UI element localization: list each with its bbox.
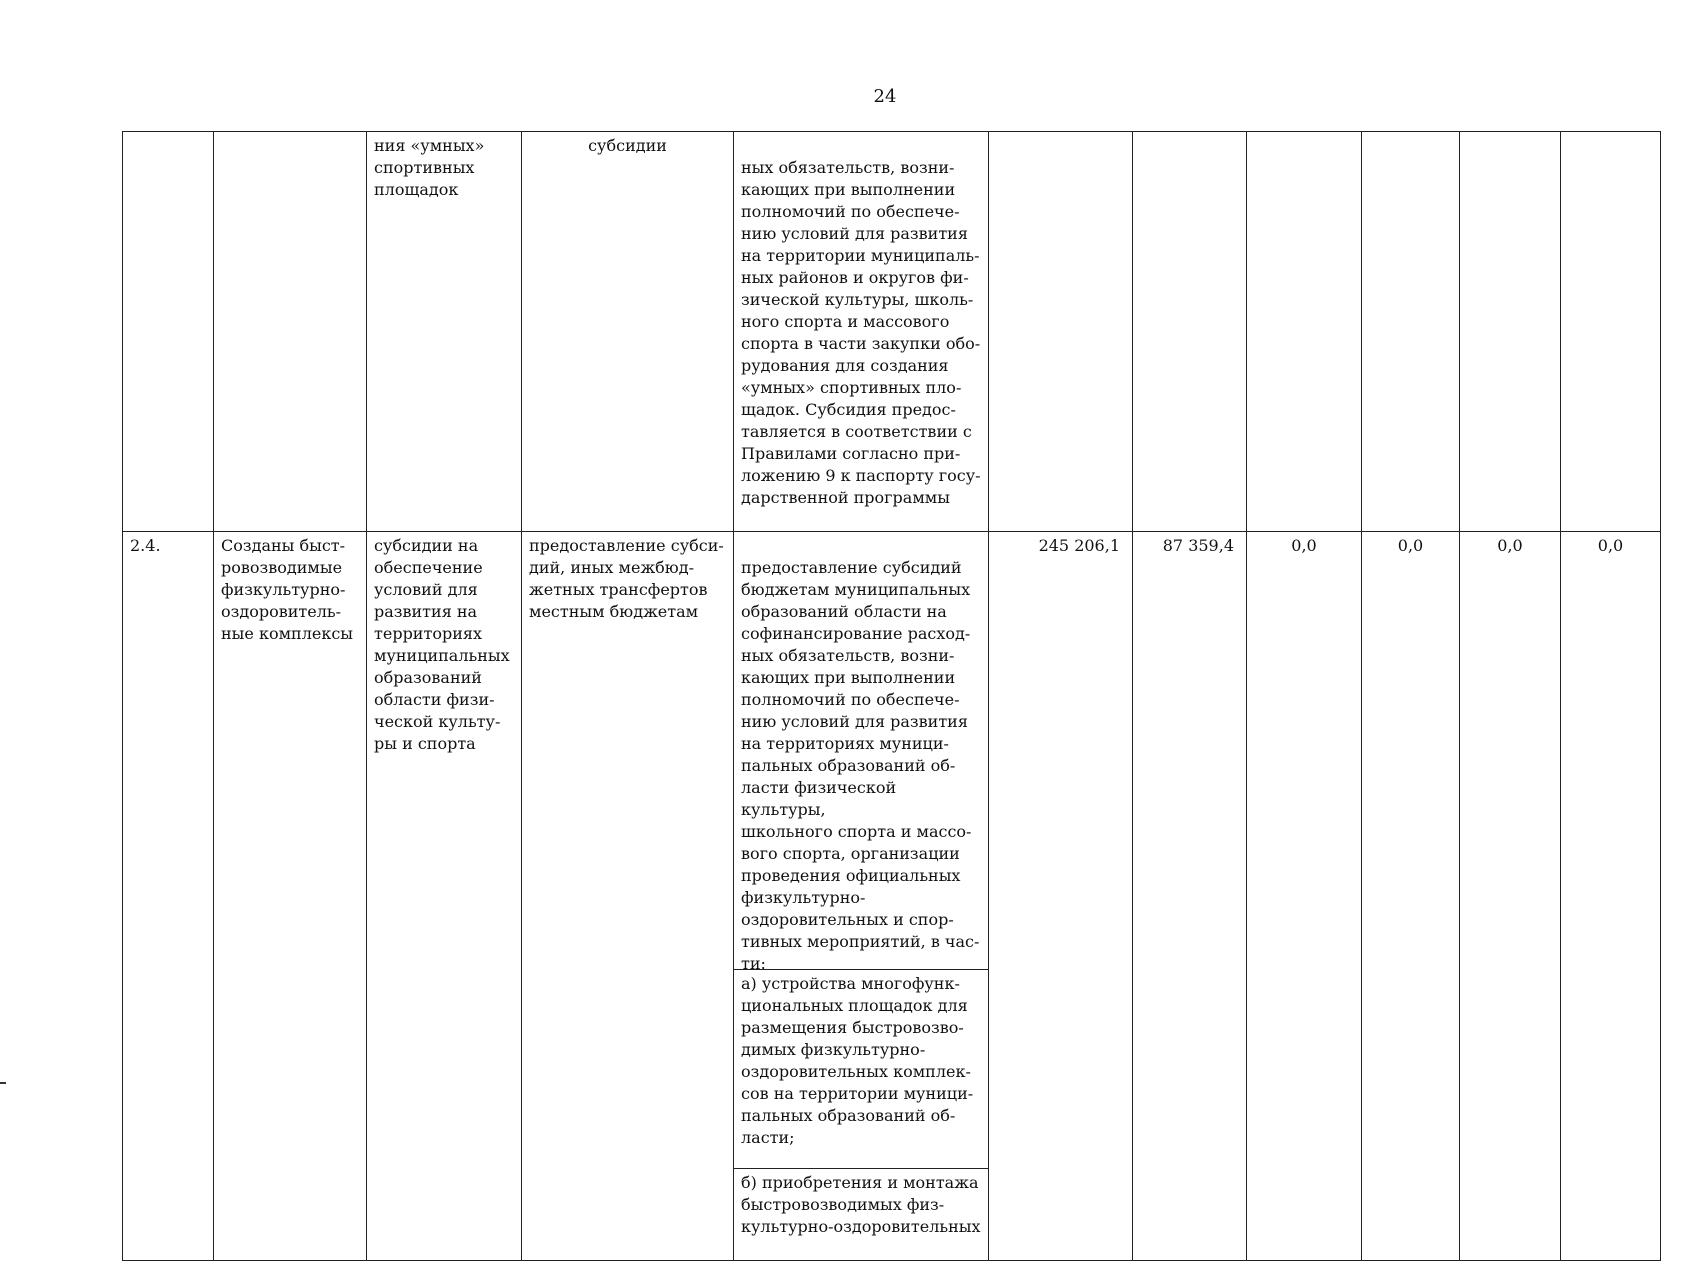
value-cell — [989, 132, 1133, 532]
program-table — [122, 131, 1661, 1261]
value-cell — [1133, 132, 1247, 532]
value-cell — [1460, 132, 1561, 532]
table-row — [123, 532, 1661, 1261]
description-cell — [734, 532, 989, 1261]
value-cell: 0,0 — [1561, 532, 1661, 1261]
value-cell: 0,0 — [1362, 532, 1460, 1261]
value-cell — [1247, 132, 1362, 532]
event-cell: субсидии на обеспечение условий для развития на территориях муниципальных образований области физи- ческой культу- ры и спорта — [367, 532, 522, 1261]
description-subitem-a: а) устройства многофунк- циональных площадок для размещения быстровозво- димых физкультурно- оздоровительных комплек- сов на территории муници- пальных образований об- ласти; — [734, 969, 988, 1146]
description-subitem-b: б) приобретения и монтажа быстровозводимых физ- культурно-оздоровительных — [734, 1168, 988, 1238]
value-cell — [1561, 132, 1661, 532]
value-cell: 245 206,1 — [989, 532, 1133, 1261]
event-type-cell: предоставление субси- дий, иных межбюд- жетных трансфертов местным бюджетам — [522, 532, 734, 1261]
row-number-cell: 2.4. — [123, 532, 214, 1261]
event-cell: ния «умных» спортивных площадок — [367, 132, 522, 532]
description-part: предоставление субсидий бюджетам муниципальных образований области на софинансирование расход- ных обязательств, возни- кающих при выполнении полномочий по обеспече- нию условий для развития на территориях муници- пальных образований об- ласти физической культуры, школьного спорта и массо- вого спорта, организации проведения официальных физкультурно- оздоровительных и спор- тивных мероприятий, в час- ти: — [741, 558, 980, 973]
value-cell: 0,0 — [1247, 532, 1362, 1261]
description-cell — [734, 132, 989, 532]
page-number: 24 — [873, 86, 897, 107]
description-part: ных обязательств, возни- кающих при выполнении полномочий по обеспече- нию условий для развития на территории муниципаль- ных районов и округов фи- зической культуры, школь- ного спорта и массового спорта в части закупки обо- рудования для создания «умных» спортивных пло- щадок. Субсидия предос- тавляется в соответствии с Правилами согласно при- ложению 9 к паспорту госу- дарственной программы — [741, 158, 981, 507]
table-row — [123, 132, 1661, 532]
value-cell: 0,0 — [1460, 532, 1561, 1261]
result-cell — [214, 132, 367, 532]
value-cell: 87 359,4 — [1133, 532, 1247, 1261]
event-type-cell: субсидии — [522, 132, 734, 532]
row-number-cell — [123, 132, 214, 532]
scan-mark — [0, 1082, 6, 1084]
value-cell — [1362, 132, 1460, 532]
result-cell: Созданы быст- ровозводимые физкультурно- оздоровитель- ные комплексы — [214, 532, 367, 1261]
